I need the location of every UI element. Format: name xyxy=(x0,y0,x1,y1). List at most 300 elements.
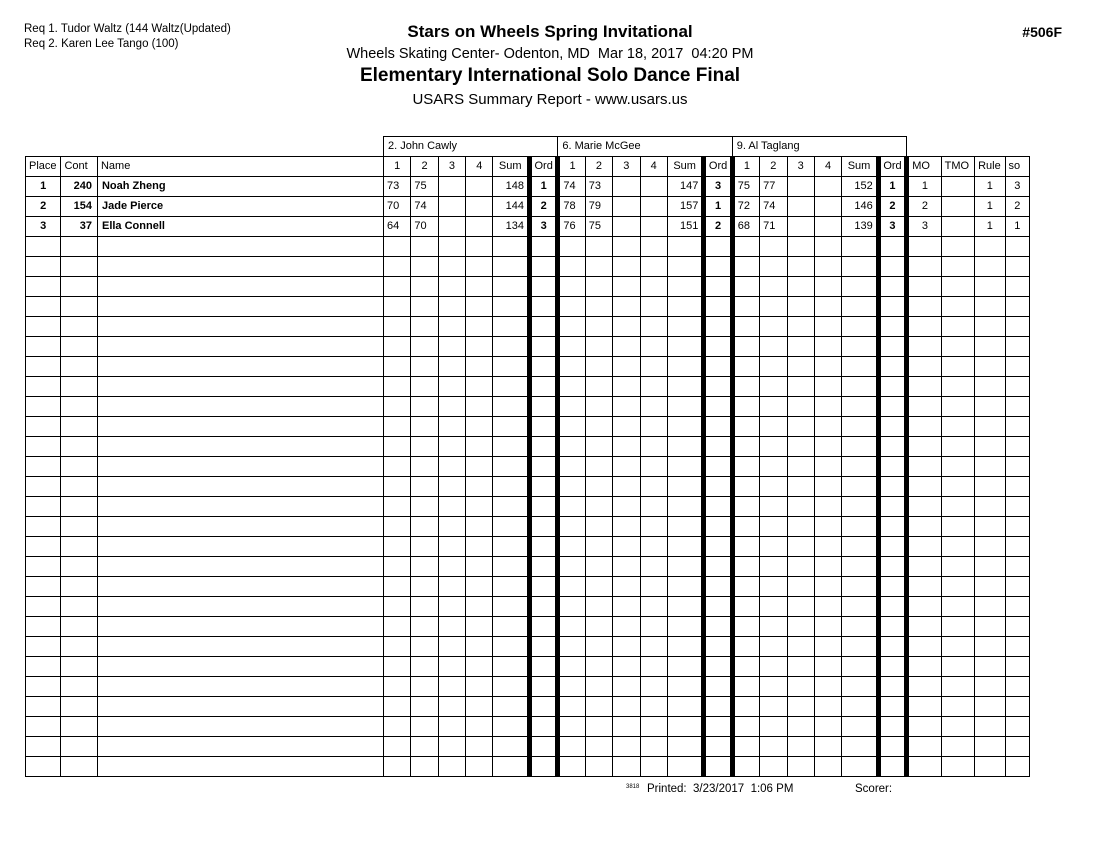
table-cell xyxy=(1005,257,1029,277)
table-cell xyxy=(493,717,530,737)
table-cell xyxy=(613,237,640,257)
table-cell xyxy=(907,637,941,657)
table-cell xyxy=(878,297,906,317)
table-cell xyxy=(787,517,814,537)
table-cell xyxy=(493,637,530,657)
table-cell xyxy=(975,417,1005,437)
table-cell xyxy=(760,397,787,417)
table-cell xyxy=(558,617,585,637)
empty-row xyxy=(26,497,1030,517)
table-cell xyxy=(585,417,612,437)
column-header-2: 2 xyxy=(585,157,612,177)
table-cell xyxy=(26,757,61,777)
table-cell xyxy=(787,457,814,477)
judge-header-3: 9. Al Taglang xyxy=(732,137,906,157)
empty-row xyxy=(26,677,1030,697)
table-cell xyxy=(411,357,438,377)
empty-row xyxy=(26,357,1030,377)
table-cell xyxy=(787,757,814,777)
table-cell xyxy=(842,237,879,257)
table-cell xyxy=(842,257,879,277)
table-cell xyxy=(941,577,974,597)
table-cell xyxy=(438,597,465,617)
table-cell xyxy=(878,317,906,337)
table-cell xyxy=(61,317,98,337)
table-cell xyxy=(1005,297,1029,317)
table-cell xyxy=(814,717,841,737)
results-table xyxy=(25,136,1030,777)
table-cell xyxy=(529,237,557,257)
table-cell xyxy=(704,697,732,717)
table-cell xyxy=(438,717,465,737)
table-cell xyxy=(438,377,465,397)
table-cell xyxy=(732,477,759,497)
table-cell xyxy=(814,317,841,337)
table-cell xyxy=(975,577,1005,597)
table-cell xyxy=(640,757,667,777)
table-cell xyxy=(640,457,667,477)
table-cell xyxy=(814,277,841,297)
table-cell xyxy=(558,297,585,317)
table-cell xyxy=(438,637,465,657)
table-cell xyxy=(529,757,557,777)
table-cell xyxy=(1005,497,1029,517)
table-cell xyxy=(466,537,493,557)
table-cell xyxy=(667,497,704,517)
table-cell xyxy=(493,417,530,437)
column-header-ord: Ord xyxy=(529,157,557,177)
table-cell xyxy=(814,377,841,397)
table-cell xyxy=(842,617,879,637)
column-header-3: 3 xyxy=(787,157,814,177)
table-cell xyxy=(941,697,974,717)
table-cell xyxy=(941,217,974,237)
table-cell: 146 xyxy=(842,197,879,217)
table-cell xyxy=(383,737,410,757)
table-cell xyxy=(732,437,759,457)
table-cell xyxy=(438,537,465,557)
table-cell xyxy=(704,437,732,457)
empty-row xyxy=(26,277,1030,297)
table-cell: 3 xyxy=(878,217,906,237)
table-cell xyxy=(640,697,667,717)
table-cell xyxy=(529,597,557,617)
table-cell xyxy=(842,317,879,337)
table-cell xyxy=(842,737,879,757)
table-cell xyxy=(26,737,61,757)
table-cell xyxy=(787,577,814,597)
table-cell: 70 xyxy=(383,197,410,217)
table-cell xyxy=(383,617,410,637)
column-header-ord: Ord xyxy=(878,157,906,177)
table-cell xyxy=(613,517,640,537)
result-row xyxy=(26,197,1030,217)
table-cell xyxy=(438,237,465,257)
table-cell xyxy=(760,657,787,677)
table-cell xyxy=(732,717,759,737)
table-cell xyxy=(975,717,1005,737)
table-cell xyxy=(613,277,640,297)
table-cell xyxy=(760,437,787,457)
table-cell: 147 xyxy=(667,177,704,197)
table-cell xyxy=(704,577,732,597)
table-cell xyxy=(61,257,98,277)
table-cell xyxy=(411,237,438,257)
judge-row-spacer xyxy=(907,137,1030,157)
table-cell xyxy=(97,397,383,417)
table-cell xyxy=(558,597,585,617)
table-cell xyxy=(814,677,841,697)
table-cell xyxy=(1005,237,1029,257)
table-cell xyxy=(613,677,640,697)
table-cell xyxy=(466,737,493,757)
table-cell xyxy=(383,297,410,317)
table-cell xyxy=(640,197,667,217)
table-cell xyxy=(814,437,841,457)
table-cell xyxy=(667,477,704,497)
table-cell xyxy=(1005,537,1029,557)
table-cell: 2 xyxy=(1005,197,1029,217)
table-cell xyxy=(814,517,841,537)
table-cell xyxy=(941,437,974,457)
table-cell xyxy=(814,657,841,677)
table-cell xyxy=(26,237,61,257)
table-cell xyxy=(907,437,941,457)
table-cell xyxy=(704,317,732,337)
table-cell xyxy=(613,377,640,397)
table-cell xyxy=(907,477,941,497)
table-cell xyxy=(787,657,814,677)
table-cell xyxy=(493,317,530,337)
table-cell: 1 xyxy=(975,197,1005,217)
table-cell xyxy=(732,537,759,557)
table-cell xyxy=(640,177,667,197)
table-cell xyxy=(613,577,640,597)
table-cell xyxy=(466,417,493,437)
table-cell xyxy=(704,277,732,297)
table-cell xyxy=(760,697,787,717)
table-cell xyxy=(907,277,941,297)
table-cell xyxy=(842,357,879,377)
table-cell xyxy=(878,737,906,757)
table-cell: Jade Pierce xyxy=(97,197,383,217)
table-cell xyxy=(814,597,841,617)
column-header-sum: Sum xyxy=(667,157,704,177)
table-cell xyxy=(814,537,841,557)
table-cell xyxy=(97,297,383,317)
table-cell xyxy=(667,737,704,757)
table-cell xyxy=(704,357,732,377)
table-cell xyxy=(787,737,814,757)
table-cell xyxy=(26,357,61,377)
table-cell xyxy=(383,337,410,357)
table-cell xyxy=(466,617,493,637)
table-cell xyxy=(787,177,814,197)
table-cell xyxy=(61,357,98,377)
table-cell xyxy=(411,397,438,417)
table-cell xyxy=(411,377,438,397)
table-cell xyxy=(383,537,410,557)
table-cell xyxy=(878,457,906,477)
table-cell xyxy=(493,437,530,457)
column-header-3: 3 xyxy=(438,157,465,177)
table-cell xyxy=(907,517,941,537)
table-cell xyxy=(411,657,438,677)
table-cell xyxy=(640,237,667,257)
table-cell xyxy=(732,737,759,757)
empty-row xyxy=(26,537,1030,557)
table-cell xyxy=(975,257,1005,277)
table-cell xyxy=(613,357,640,377)
table-cell xyxy=(640,517,667,537)
table-cell xyxy=(941,637,974,657)
table-cell xyxy=(941,557,974,577)
table-cell: 68 xyxy=(732,217,759,237)
table-cell xyxy=(842,537,879,557)
table-cell xyxy=(907,337,941,357)
table-cell: 134 xyxy=(493,217,530,237)
table-cell xyxy=(907,577,941,597)
table-cell xyxy=(493,517,530,537)
table-cell xyxy=(411,517,438,537)
table-cell xyxy=(667,317,704,337)
table-cell xyxy=(732,337,759,357)
table-cell xyxy=(613,757,640,777)
table-cell xyxy=(640,277,667,297)
table-cell xyxy=(760,417,787,437)
empty-row xyxy=(26,257,1030,277)
table-cell xyxy=(411,597,438,617)
table-cell xyxy=(26,537,61,557)
table-cell xyxy=(704,537,732,557)
table-cell: 3 xyxy=(907,217,941,237)
table-cell xyxy=(585,757,612,777)
table-cell xyxy=(975,677,1005,697)
table-cell xyxy=(411,737,438,757)
table-cell xyxy=(529,637,557,657)
table-cell xyxy=(466,717,493,737)
table-cell xyxy=(97,537,383,557)
table-cell xyxy=(411,637,438,657)
table-cell xyxy=(941,657,974,677)
table-cell xyxy=(975,637,1005,657)
table-cell xyxy=(26,497,61,517)
table-cell xyxy=(760,337,787,357)
table-cell xyxy=(842,677,879,697)
table-cell xyxy=(26,277,61,297)
table-cell xyxy=(438,337,465,357)
table-cell xyxy=(97,357,383,377)
table-cell xyxy=(529,737,557,757)
table-cell xyxy=(411,697,438,717)
table-cell xyxy=(640,397,667,417)
table-cell xyxy=(1005,757,1029,777)
table-cell xyxy=(613,197,640,217)
table-cell xyxy=(26,637,61,657)
table-cell xyxy=(97,697,383,717)
table-cell xyxy=(732,577,759,597)
table-cell xyxy=(760,717,787,737)
table-cell xyxy=(26,677,61,697)
table-cell xyxy=(61,517,98,537)
table-cell xyxy=(667,597,704,617)
table-cell xyxy=(941,677,974,697)
table-cell xyxy=(704,677,732,697)
table-cell xyxy=(787,437,814,457)
table-cell xyxy=(760,557,787,577)
table-cell xyxy=(975,737,1005,757)
table-cell xyxy=(466,697,493,717)
table-cell xyxy=(814,757,841,777)
table-cell xyxy=(975,397,1005,417)
table-cell xyxy=(61,757,98,777)
table-cell xyxy=(613,617,640,637)
required-dance-2: Req 2. Karen Lee Tango (100) xyxy=(24,38,179,50)
table-cell xyxy=(1005,657,1029,677)
table-cell xyxy=(878,537,906,557)
table-cell xyxy=(760,457,787,477)
table-cell xyxy=(704,417,732,437)
table-cell xyxy=(585,737,612,757)
table-cell xyxy=(640,217,667,237)
event-number: #506F xyxy=(1022,24,1062,40)
table-cell xyxy=(667,437,704,457)
table-cell xyxy=(383,457,410,477)
table-cell xyxy=(97,457,383,477)
table-cell xyxy=(704,457,732,477)
table-cell xyxy=(438,457,465,477)
table-cell xyxy=(26,417,61,437)
table-cell xyxy=(975,477,1005,497)
column-header-sum: Sum xyxy=(493,157,530,177)
table-cell xyxy=(97,737,383,757)
column-header-1: 1 xyxy=(383,157,410,177)
table-cell xyxy=(1005,337,1029,357)
table-cell xyxy=(613,437,640,457)
empty-row xyxy=(26,617,1030,637)
table-cell xyxy=(26,317,61,337)
table-cell xyxy=(842,297,879,317)
table-cell: 2 xyxy=(907,197,941,217)
table-cell xyxy=(907,237,941,257)
table-cell xyxy=(1005,597,1029,617)
table-cell xyxy=(640,637,667,657)
result-row xyxy=(26,217,1030,237)
table-cell xyxy=(97,557,383,577)
table-cell xyxy=(760,677,787,697)
report-footer xyxy=(25,783,1035,799)
table-cell xyxy=(411,577,438,597)
table-cell xyxy=(640,497,667,517)
table-cell xyxy=(529,537,557,557)
table-cell xyxy=(941,417,974,437)
empty-row xyxy=(26,737,1030,757)
table-cell xyxy=(878,617,906,637)
table-cell: 64 xyxy=(383,217,410,237)
table-cell: 1 xyxy=(26,177,61,197)
empty-row xyxy=(26,557,1030,577)
table-cell xyxy=(411,337,438,357)
table-cell xyxy=(760,317,787,337)
table-cell xyxy=(466,197,493,217)
table-cell xyxy=(383,657,410,677)
table-cell xyxy=(667,637,704,657)
table-cell xyxy=(975,237,1005,257)
table-cell xyxy=(760,517,787,537)
table-cell: 1 xyxy=(907,177,941,197)
table-cell xyxy=(1005,557,1029,577)
table-cell xyxy=(760,497,787,517)
table-cell xyxy=(941,377,974,397)
table-cell xyxy=(558,717,585,737)
table-cell xyxy=(878,257,906,277)
table-cell xyxy=(61,557,98,577)
table-cell xyxy=(61,237,98,257)
table-cell xyxy=(1005,277,1029,297)
table-cell xyxy=(61,657,98,677)
table-cell xyxy=(438,577,465,597)
table-cell xyxy=(704,657,732,677)
table-cell xyxy=(941,257,974,277)
table-cell xyxy=(787,217,814,237)
table-cell xyxy=(1005,317,1029,337)
table-cell xyxy=(704,737,732,757)
table-cell xyxy=(640,557,667,577)
table-cell xyxy=(585,477,612,497)
table-cell xyxy=(760,577,787,597)
table-cell xyxy=(411,277,438,297)
table-cell xyxy=(529,477,557,497)
table-cell xyxy=(787,557,814,577)
table-cell: 72 xyxy=(732,197,759,217)
report-header xyxy=(0,22,1100,108)
table-cell xyxy=(529,557,557,577)
table-cell xyxy=(878,517,906,537)
table-cell xyxy=(529,697,557,717)
table-cell xyxy=(1005,717,1029,737)
table-cell xyxy=(732,277,759,297)
table-cell xyxy=(640,657,667,677)
table-cell xyxy=(732,457,759,477)
table-cell xyxy=(493,617,530,637)
table-cell xyxy=(97,677,383,697)
table-cell xyxy=(760,637,787,657)
table-cell xyxy=(613,737,640,757)
table-cell xyxy=(760,377,787,397)
table-cell xyxy=(26,457,61,477)
table-cell xyxy=(26,437,61,457)
table-cell xyxy=(61,537,98,557)
table-cell xyxy=(613,337,640,357)
table-cell xyxy=(732,697,759,717)
table-cell xyxy=(975,337,1005,357)
table-cell xyxy=(558,657,585,677)
table-cell xyxy=(941,477,974,497)
table-cell xyxy=(975,437,1005,457)
table-cell xyxy=(814,217,841,237)
empty-row xyxy=(26,657,1030,677)
table-cell xyxy=(842,597,879,617)
table-cell xyxy=(787,377,814,397)
judge-header-row xyxy=(26,137,1030,157)
column-header-2: 2 xyxy=(411,157,438,177)
table-cell xyxy=(438,297,465,317)
table-cell xyxy=(878,237,906,257)
table-cell xyxy=(97,417,383,437)
table-cell xyxy=(558,537,585,557)
table-cell xyxy=(585,517,612,537)
table-cell xyxy=(558,237,585,257)
